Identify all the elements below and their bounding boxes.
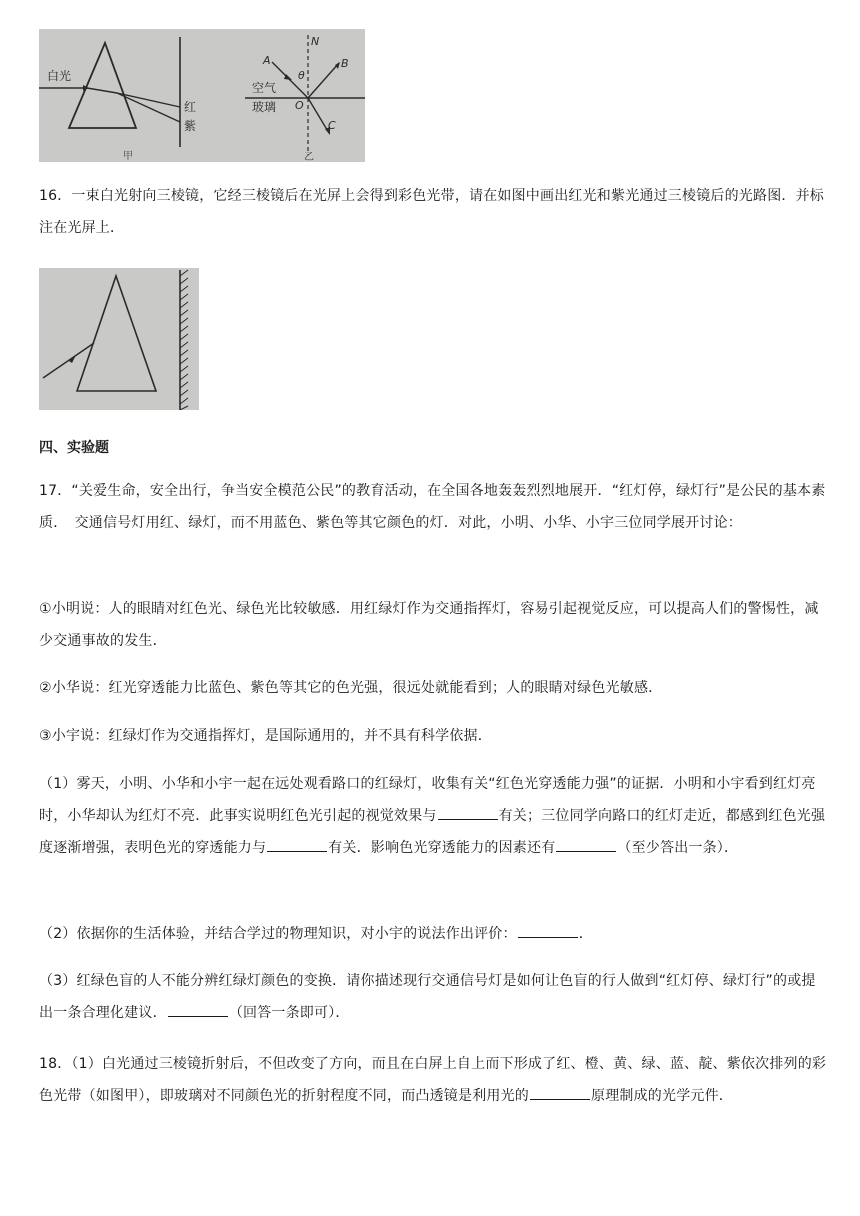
screen-hatching: [180, 270, 188, 410]
q17-part1-c: 有关．影响色光穿透能力的因素还有: [328, 840, 556, 856]
q17-part-3: [39, 965, 829, 1029]
label-air: 空气: [252, 81, 277, 95]
label-n: N: [311, 35, 320, 48]
answer-blank[interactable]: [438, 818, 498, 820]
answer-blank[interactable]: [518, 936, 578, 938]
prism-triangle: [69, 43, 136, 128]
prism-triangle-2: [77, 276, 156, 391]
answer-blank[interactable]: [556, 850, 616, 852]
q18-part-1: [39, 1048, 829, 1112]
ray-ob: [308, 63, 339, 98]
q18-part1-b: 原理制成的光学元件．: [591, 1088, 733, 1104]
figure-prism-and-refraction: [39, 29, 365, 162]
q18-part1-a: 18．（1）白光通过三棱镜折射后，不但改变了方向，而且在白屏上自上而下形成了红、橙、黄、绿、蓝、靛、紫依次排列的彩色光带（如图甲），即玻璃对不同颜色光的折射程度不同，而凸透镜是利用光的: [39, 1056, 827, 1104]
figure-prism-screen: [39, 268, 199, 410]
q17-intro: 17．“关爱生命，安全出行，争当安全模范公民”的教育活动，在全国各地轰轰烈烈地展开．“红灯停，绿灯行”是公民的基本素质． 交通信号灯用红、绿灯，而不用蓝色、紫色等其它颜色的灯．对此，小明、小华、小宇三位同学展开讨论：: [39, 483, 826, 531]
q17-part-1: [39, 768, 829, 864]
label-red: 红: [184, 100, 197, 114]
incident-ray-2: [43, 343, 94, 378]
label-white-light: 白光: [47, 69, 72, 83]
answer-blank[interactable]: [267, 850, 327, 852]
q17-part3-a: （3）红绿色盲的人不能分辨红绿灯颜色的变换．请你描述现行交通信号灯是如何让色盲的行人做到“红灯停、绿灯行”的或提出一条合理化建议．: [39, 973, 816, 1021]
q17-part1-d: （至少答出一条）．: [617, 840, 739, 856]
label-jia: 甲: [123, 151, 133, 162]
q17-part3-b: （回答一条即可）．: [228, 1005, 350, 1021]
q17-part2-a: （2）依据你的生活体验，并结合学过的物理知识，对小宇的说法作出评价：: [39, 926, 517, 942]
q17-part1-a: （1）雾天，小明、小华和小宇一起在远处观看路口的红绿灯，收集有关“红色光穿透能力强”的证据．小明和小宇看到红灯亮时，小华却认为红灯不亮．此事实说明红色光引起的视觉效果与: [39, 776, 816, 824]
label-o: O: [295, 99, 304, 112]
label-a: A: [263, 54, 271, 67]
label-yi: 乙: [304, 152, 314, 162]
label-glass: 玻璃: [252, 100, 277, 114]
answer-blank[interactable]: [168, 1015, 228, 1017]
ray-oc: [308, 98, 329, 133]
answer-blank[interactable]: [530, 1098, 590, 1100]
q17-part-2: [39, 918, 829, 950]
label-c: C: [328, 119, 336, 132]
q17-part2-b: ．: [578, 926, 593, 942]
q17-opinion-3: ③小宇说：红绿灯作为交通指挥灯，是国际通用的，并不具有科学依据．: [39, 728, 492, 744]
q16-text: 16．一束白光射向三棱镜，它经三棱镜后在光屏上会得到彩色光带，请在如图中画出红光和紫光通过三棱镜后的光路图．并标注在光屏上．: [39, 188, 825, 236]
label-b: B: [341, 57, 349, 70]
q17-opinion-2: ②小华说：红光穿透能力比蓝色、紫色等其它的色光强，很远处就能看到；人的眼睛对绿色光敏感．: [39, 680, 663, 696]
section-heading: 四、实验题: [39, 440, 109, 456]
violet-ray: [117, 93, 180, 122]
q17-opinion-1: ①小明说：人的眼睛对红色光、绿色光比较敏感．用红绿灯作为交通指挥灯，容易引起视觉反应，可以提高人们的警惕性，减少交通事故的发生．: [39, 601, 819, 649]
label-violet: 紫: [184, 119, 197, 133]
q17-part1-b: 有关；三位同学向路口的红灯走近，都感到红色光强度逐渐增强，表明色光的穿透能力与: [39, 808, 826, 856]
label-theta: θ: [298, 69, 305, 82]
